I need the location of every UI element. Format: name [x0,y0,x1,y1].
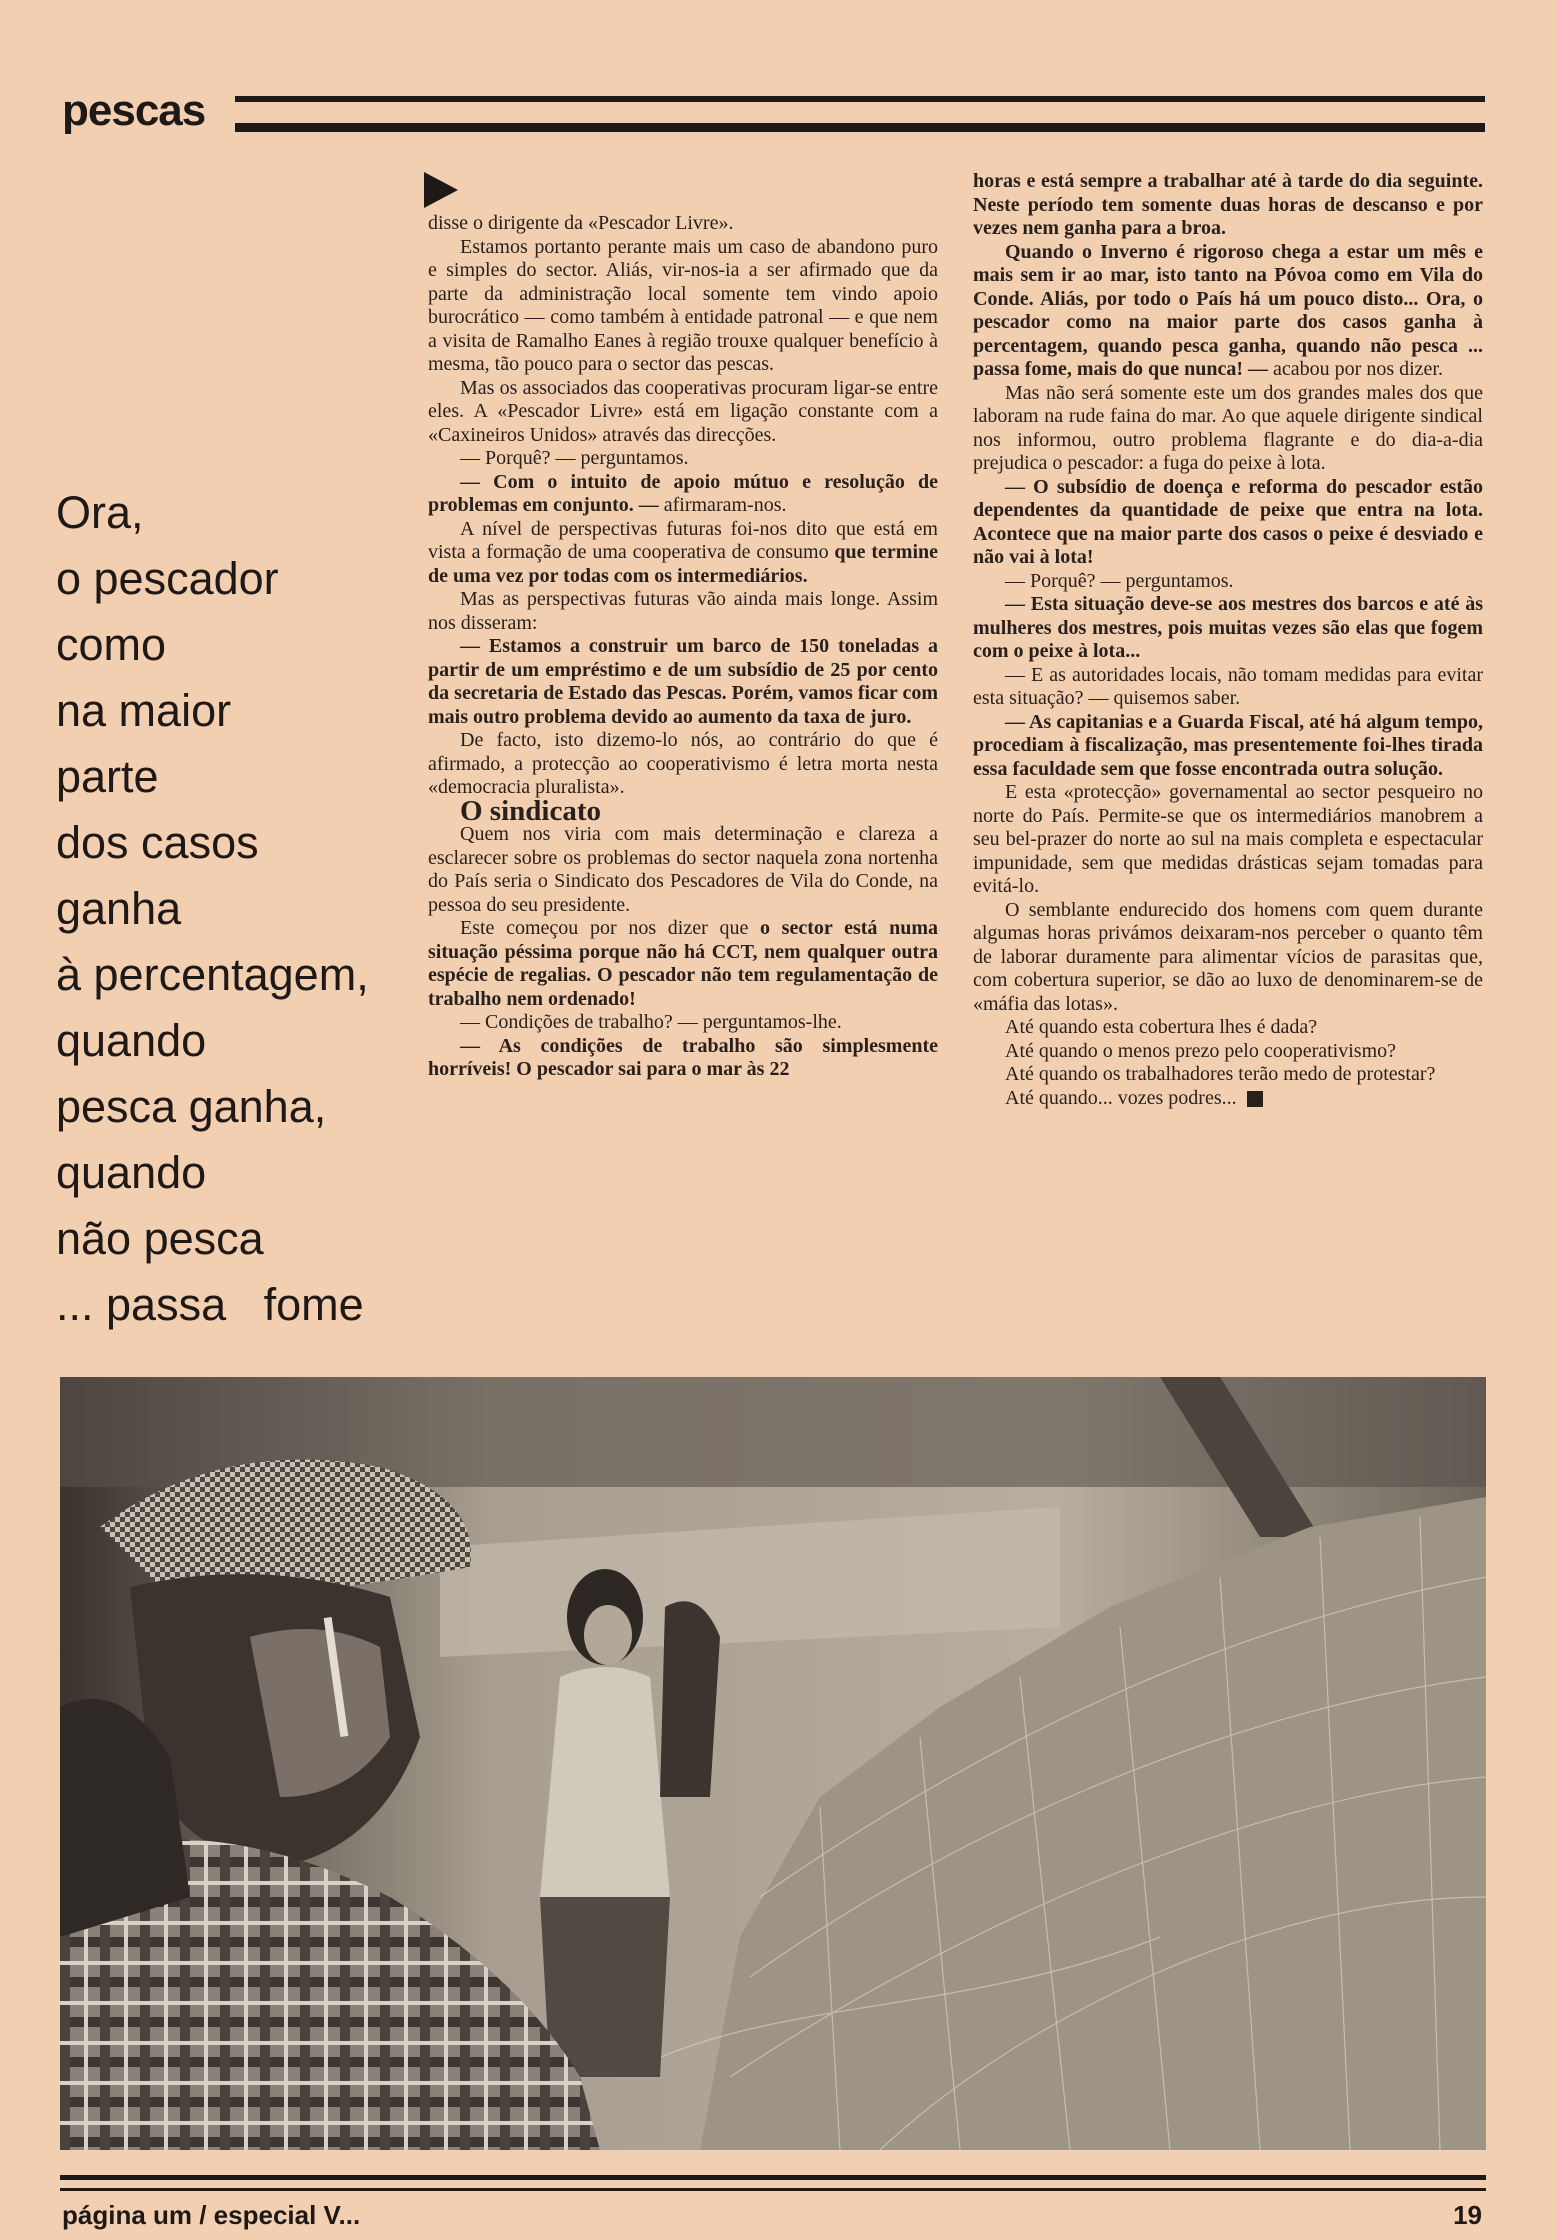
page-number: 19 [1453,2200,1482,2230]
pull-quote-line: dos casos [56,817,259,868]
footer-rule-secondary [60,2188,1486,2191]
quote-text: — Condições de trabalho? — [460,1011,703,1033]
paragraph: Até quando esta cobertura lhes é dada? [1005,1016,1318,1038]
paragraph: Mas as perspectivas futuras vão ainda mais longe. Assim nos disseram: [428,588,938,634]
attribution-text: perguntamos-lhe. [702,1011,842,1033]
paragraph: Mas os associados das cooperativas procuram ligar-se entre eles. A «Pescador Livre» está em ligação constante com a «Caxineiros Unidos» através das direcções. [428,376,938,446]
attribution-text: perguntamos. [1125,569,1234,592]
pull-quote-line: na maior [56,685,232,736]
quote-text: horas e está sempre a trabalhar até à tarde do dia seguinte. Neste período tem somente duas horas de descanso e por vezes nem ganha para a broa. [973,170,1483,239]
paragraph [973,1087,1483,1111]
pull-quote [56,480,416,1338]
paragraph: disse o dirigente da «Pescador Livre». [428,212,734,234]
paragraph [428,447,938,471]
pull-quote-line: como [56,619,167,670]
header-rule [235,96,1485,102]
article-column-right [973,170,1483,1110]
emphasis-text: que termine de uma vez por todas com os intermediários. [428,541,938,587]
paragraph [428,518,938,589]
paragraph [973,476,1483,570]
section-label: pescas [62,86,206,135]
attribution-text: afirmaram-nos. [663,494,787,516]
paragraph [428,917,938,1011]
continuation-arrow-icon [424,172,458,208]
quote-text: — E as autoridades locais, não tomam medidas para evitar esta situação? — [973,663,1483,709]
pull-quote-line: quando [56,1147,207,1198]
pull-quote-line: ... passa fome [56,1279,364,1330]
header-rule-secondary [235,123,1485,132]
paragraph [973,241,1483,382]
paragraph: Até quando o menos prezo pelo cooperativismo? [1005,1039,1396,1062]
paragraph: Quem nos viria com mais determinação e clareza a esclarecer sobre os problemas do sector naquela zona nortenha do País seria o Sindicato dos Pescadores de Vila do Conde, na pessoa do seu presidente. [428,823,938,916]
pull-quote-line: à percentagem, [56,949,369,1000]
attribution-text: acabou por nos dizer. [1273,358,1443,380]
quote-text: — As capitanias e a Guarda Fiscal, até há algum tempo, procediam à fiscalização, mas presentemente foi-lhes tirada essa faculdade sem que fosse encontrada outra solução. [973,710,1483,780]
paragraph [428,635,938,729]
pull-quote-line: pesca ganha, [56,1081,327,1132]
pull-quote-line: ganha [56,883,182,934]
paragraph [973,711,1483,782]
pull-quote-line: parte [56,751,159,802]
quote-text: — Estamos a construir um barco de 150 toneladas a partir de um empréstimo e de um subsídio de 25 por cento da secretaria de Estado das Pescas. Porém, vamos ficar com mais outro problema devido ao aumento da taxa de juro. [428,635,938,728]
quote-text: — Esta situação deve-se aos mestres dos barcos e até às mulheres dos mestres, pois muitas vezes são elas que fogem com o peixe à lota... [973,593,1483,662]
pull-quote-line: quando [56,1015,207,1066]
closing-text: Até quando... vozes podres... [1005,1086,1237,1109]
paragraph [428,1011,938,1035]
body-text: Este começou por nos dizer que [460,917,760,939]
paragraph: Estamos portanto perante mais um caso de abandono puro e simples do sector. Aliás, vir-nos-ia a ser afirmado que da parte da administração local somente tem vindo apoio burocrático — como também à entidade patronal — e que nem a visita de Ramalho Eanes à região trouxe qualquer benefício à mesma, tão pouco para o sector das pescas. [428,235,938,375]
quote-text: — O subsídio de doença e reforma do pescador estão dependentes da quantidade de peixe que entra na lota. Acontece que na maior parte dos casos o peixe é desviado e não vai à lota! [973,475,1483,568]
pull-quote-line: não pesca [56,1213,264,1264]
quote-text: — Porquê? — [1005,569,1126,592]
subheading: O sindicato [460,794,601,827]
paragraph: De facto, isto dizemo-lo nós, ao contrário do que é afirmado, a protecção ao cooperativismo é letra morta nesta «democracia pluralista». [428,729,938,798]
paragraph: O semblante endurecido dos homens com quem durante algumas horas privámos deixaram-nos perceber o quanto têm de laborar duramente para alimentar vícios de parasitas que, com cobertura superior, se dão ao luxo de denominarem-se de «máfia das lotas». [973,898,1483,1015]
paragraph: Mas não será somente este um dos grandes males dos que laboram na rude faina do mar. Ao que aquele dirigente sindical nos informou, outro problema flagrante e do dia-a-dia prejudica o pescador: a fuga do peixe à lota. [973,381,1483,474]
emphasis-text: o sector está numa situação péssima porque não há CCT, nem qualquer outra espécie de regalias. O pescador não tem regulamentação de trabalho nem ordenado! [428,917,938,1010]
paragraph: E esta «protecção» governamental ao sector pesqueiro no norte do País. Permite-se que os intermediários manobrem a seu bel-prazer do norte ao sul na mais completa e espectacular impunidade, sem que medidas drásticas sejam tomadas para evitá-lo. [973,781,1483,897]
paragraph [973,664,1483,711]
paragraph [428,1035,938,1082]
paragraph [973,570,1483,594]
article-column-middle [428,212,938,1082]
attribution-text: perguntamos. [580,447,689,469]
body-text: A nível de perspectivas futuras foi-nos dito que está em vista a formação de uma cooperativa de consumo [428,517,938,563]
quote-text: Quando o Inverno é rigoroso chega a estar um mês e mais sem ir ao mar, isto tanto na Póvoa como em Vila do Conde. Aliás, por todo o País há um pouco disto... Ora, o pescador como na maior parte dos casos ganha à percentagem, quando pesca ganha, quando não pesca ... passa fome, mais do que nunca! — [973,240,1483,380]
paragraph [428,471,938,518]
page-footer [62,2200,1482,2240]
fishermen-mending-nets-photo [60,1377,1486,2150]
quote-text: — As condições de trabalho são simplesmente horríveis! O pescador sai para o mar às 22 [428,1034,938,1080]
publication-name: página um / especial V... [62,2200,361,2230]
paragraph: Até quando os trabalhadores terão medo de protestar? [1005,1063,1436,1085]
pull-quote-line: Ora, [56,487,144,538]
article-photo [60,1377,1486,2150]
quote-text: — Com o intuito de apoio mútuo e resolução de problemas em conjunto. — [428,470,938,516]
paragraph [973,593,1483,664]
footer-rule [60,2175,1486,2180]
attribution-text: quisemos saber. [1113,687,1241,709]
paragraph [973,170,1483,241]
pull-quote-line: o pescador [56,553,279,604]
quote-text: — Porquê? — [460,447,581,469]
end-mark-icon [1247,1091,1263,1107]
